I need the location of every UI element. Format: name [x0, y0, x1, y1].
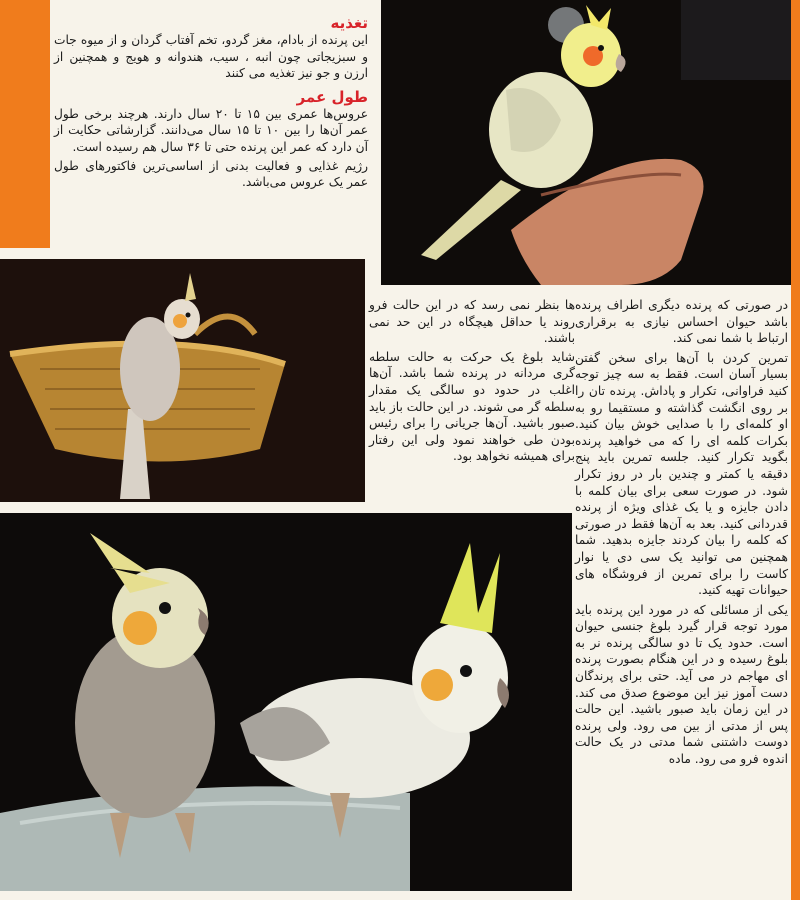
middle-paragraph-1: ها بنظر نمی رسد که در این حالت فرو روند یا حداقل هیچگاه در این حد نمی باشند. — [369, 298, 575, 346]
lifespan-text-1: عروس‌ها عمری بین ۱۵ تا ۲۰ سال دارند. هرچند برخی طول عمر آن‌ها را بین ۱۰ تا ۱۵ سال می‌دانند. گزارشاتی حکایت از آن دارد که عمر این پرنده حتی تا ۳۶ سال هم رسیده است. — [54, 106, 368, 154]
right-paragraph-1: در صورتی که پرنده دیگری اطراف پرنده باشد حیوان احساس نیازی به برقراری ارتباط با شما نمی کند. — [575, 298, 788, 346]
top-text-block — [54, 14, 368, 191]
lifespan-heading: طول عمر — [296, 87, 368, 106]
middle-column — [369, 297, 575, 465]
orange-accent-bar-left — [0, 0, 50, 248]
lifespan-text-2: رژیم غذایی و فعالیت بدنی از اساسی‌ترین فاکتورهای طول عمر یک عروس می‌باشد. — [54, 158, 368, 190]
photo-cockatiel-with-basket — [0, 259, 365, 502]
cockatiel-on-hand-illustration — [381, 0, 791, 285]
right-paragraph-3: یکی از مسائلی که در مورد این پرنده باید مورد توجه قرار گیرد بلوغ جنسی حیوان است. حدود یک تا دو سالگی پرنده نر به بلوغ رسیده و در این هنگام بصورت پرنده ای مهاجم در می آید. حتی برای پرندگان دست آموز نیز این موضوع صدق می کند. در این زمان باید صبور باشید. این حالت پس از مدتی از بین می رود. ولی پرنده دوست داشتنی شما مدتی در یک حالت اندوه فرو می رود. ماده — [575, 602, 788, 767]
right-paragraph-2: تمرین کردن با آن‌ها برای سخن گفتن بسیار آسان است. فقط به سه چیز توجه کنید فراوانی، تکرار و پاداش. پرنده تان را بر روی انگشت گذاشته و مستقیما رو به او کلمه‌ای را با صدایی خوش بیان کنید. بکرات کلمه ای را که می خواهید پرنده بگوید تکرار کنید. جلسه تمرین باید پنج دقیقه یا کمتر و چندین بار در روز تکرار شود. در صورت سعی برای بیان کلمه با دادن جایزه و یا یک غذای ویژه از پرنده قدردانی کنید. بعد به آن‌ها فقط در صورتی که کلمه را بیان کردند جایزه بدهید. شما همچنین می توانید یک سی دی یا نوار کاست را برای تمرین از فروشگاه های حیوانات تهیه کنید. — [575, 350, 788, 598]
orange-accent-bar-right — [791, 0, 800, 900]
photo-cockatiel-on-hand — [381, 0, 791, 285]
middle-paragraph-2: شاید بلوغ یک حرکت به حالت سلطه گری مردانه در پرنده شما باشد. آن‌ها اغلب در حدود دو سالگی یک مقدار سلطه گر می شوند. در این حالت باز باید صبور باشید. آن‌ها جریانی را برای رئیس بودن طی خواهند نمود ولی این رفتار برای همیشه نخواهد بود. — [369, 349, 575, 464]
nutrition-heading: تغذیه — [330, 14, 368, 32]
two-cockatiels-illustration — [0, 513, 572, 891]
photo-two-cockatiels — [0, 513, 572, 891]
cockatiel-with-basket-illustration — [0, 259, 365, 502]
nutrition-text: این پرنده از بادام، مغز گردو، تخم آفتاب گردان و از میوه جات و سبزیجاتی چون انبه ، سیب، هندوانه و هویج و همچنین از ارزن و جو نیز تغذیه می کنند — [54, 33, 368, 81]
right-column — [575, 297, 788, 768]
